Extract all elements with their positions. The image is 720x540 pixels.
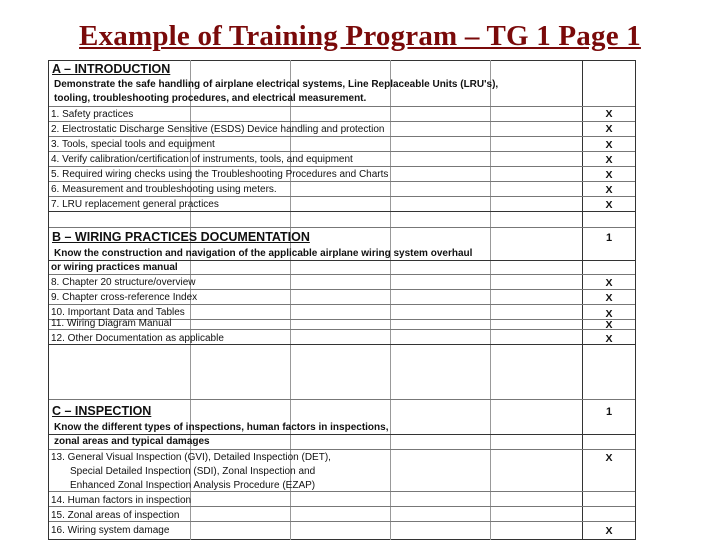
item-label: 9. Chapter cross-reference Index	[51, 292, 198, 303]
item-label: 11. Wiring Diagram Manual	[51, 318, 172, 329]
check-mark: X	[605, 199, 613, 211]
item-label: 6. Measurement and troubleshooting using meters.	[51, 184, 277, 195]
row-divider	[49, 420, 635, 435]
item-label: 4. Verify calibration/certification of instruments, tools, and equipment	[51, 154, 353, 165]
item-label: Special Detailed Inspection (SDI), Zonal Inspection and	[70, 466, 316, 477]
item-label: 8. Chapter 20 structure/overview	[51, 277, 196, 288]
section-b-description: Know the construction and navigation of the applicable airplane wiring system overhaul	[54, 248, 473, 259]
item-label: 13. General Visual Inspection (GVI), Detailed Inspection (DET),	[51, 452, 331, 463]
level-indicator: 1	[605, 232, 613, 244]
item-label: 14. Human factors in inspection	[51, 495, 192, 506]
item-label: 3. Tools, special tools and equipment	[51, 139, 215, 150]
check-mark: X	[605, 292, 613, 304]
table-row	[49, 107, 635, 122]
level-indicator: 1	[605, 406, 613, 418]
row-divider	[49, 435, 635, 450]
section-c-description: Know the different types of inspections, human factors in inspections,	[54, 422, 389, 433]
check-mark: X	[605, 123, 613, 135]
row-divider	[49, 260, 635, 275]
section-a-heading: A – INTRODUCTION	[52, 62, 171, 76]
item-label: 7. LRU replacement general practices	[51, 199, 219, 210]
check-mark: X	[605, 525, 613, 537]
item-label: 15. Zonal areas of inspection	[51, 510, 180, 521]
check-mark: X	[605, 319, 613, 331]
check-mark: X	[605, 139, 613, 151]
check-mark: X	[605, 184, 613, 196]
row-divider	[49, 213, 635, 228]
section-c-description: zonal areas and typical damages	[54, 436, 210, 447]
check-mark: X	[605, 452, 613, 464]
section-b-description: or wiring practices manual	[51, 262, 178, 273]
row-divider	[49, 92, 635, 107]
item-label: 5. Required wiring checks using the Troubleshooting Procedures and Charts	[51, 169, 389, 180]
section-c-heading: C – INSPECTION	[52, 404, 152, 418]
section-a-description: tooling, troubleshooting procedures, and electrical measurement.	[54, 93, 367, 104]
check-mark: X	[605, 308, 613, 320]
row-divider	[49, 246, 635, 261]
check-mark: X	[605, 154, 613, 166]
item-label: 10. Important Data and Tables	[51, 307, 185, 318]
section-a-description: Demonstrate the safe handling of airplane electrical systems, Line Replaceable Units (LRU's),	[54, 79, 499, 90]
row-divider	[49, 345, 635, 400]
item-label: 16. Wiring system damage	[51, 525, 170, 536]
item-label: Enhanced Zonal Inspection Analysis Procedure (EZAP)	[70, 480, 316, 491]
item-label: 12. Other Documentation as applicable	[51, 333, 224, 344]
page-title: Example of Training Program – TG 1 Page 1	[79, 20, 641, 52]
item-label: 1. Safety practices	[51, 109, 134, 120]
item-label: 2. Electrostatic Discharge Sensitive (ESDS) Device handling and protection	[51, 124, 385, 135]
check-mark: X	[605, 108, 613, 120]
check-mark: X	[605, 333, 613, 345]
check-mark: X	[605, 277, 613, 289]
check-mark: X	[605, 169, 613, 181]
section-b-heading: B – WIRING PRACTICES DOCUMENTATION	[52, 230, 310, 244]
